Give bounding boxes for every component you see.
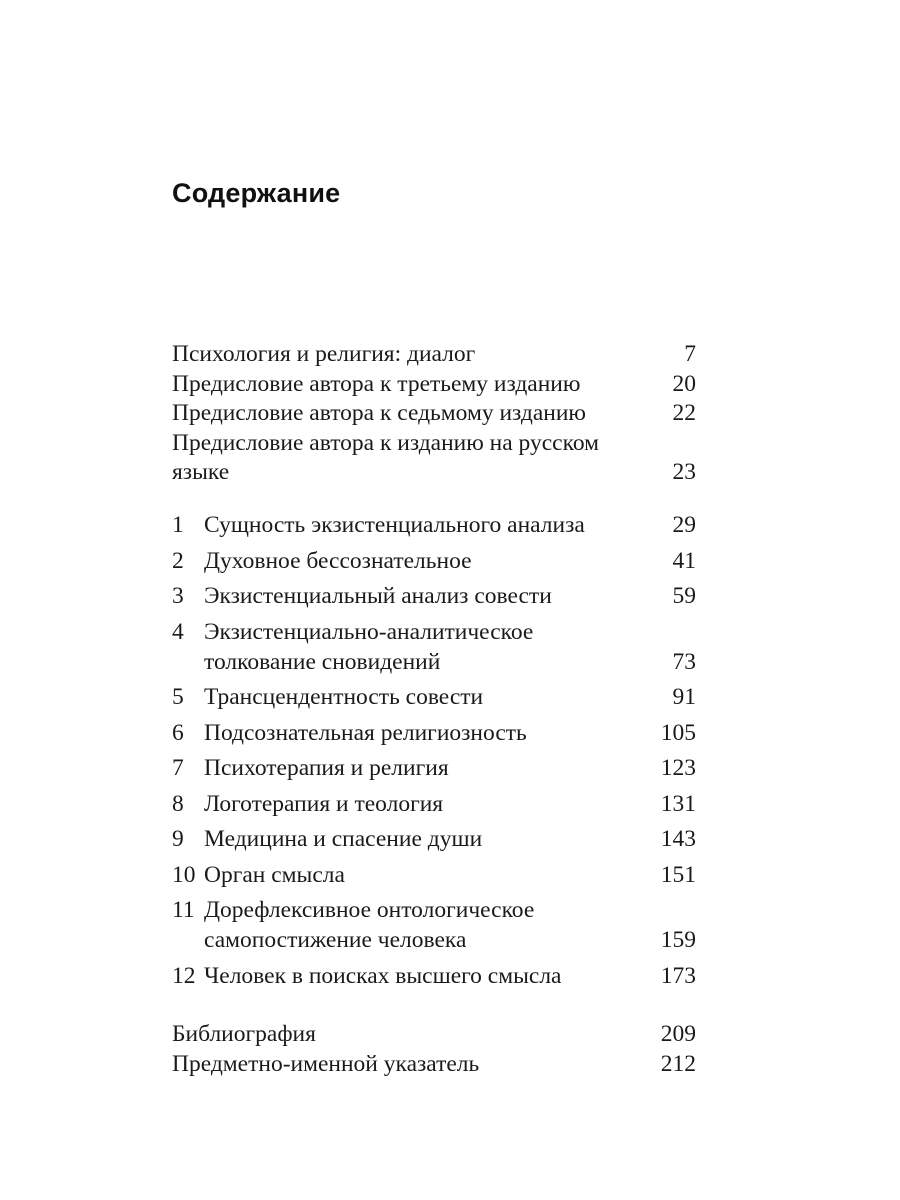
entry-title: Психотерапия и религия xyxy=(204,755,449,781)
page-number: 143 xyxy=(660,826,696,852)
toc-chapter-entry[interactable] xyxy=(172,617,696,677)
page-number: 209 xyxy=(660,1021,696,1047)
page-number: 131 xyxy=(660,790,696,817)
page-title: Содержание xyxy=(172,178,341,208)
page-number: 73 xyxy=(672,648,696,675)
toc-front-matter xyxy=(172,340,696,488)
entry-title: Экзистенциально-аналитическое xyxy=(204,618,534,645)
toc-entry[interactable] xyxy=(172,370,696,400)
entry-title: Дорефлексивное онтологическое xyxy=(204,897,535,923)
page-number: 173 xyxy=(660,962,696,989)
entry-title: самопостижение человека xyxy=(204,927,467,953)
chapter-number: 7 xyxy=(172,755,184,781)
toc-chapter-entry[interactable] xyxy=(172,895,696,955)
toc-entry[interactable] xyxy=(172,340,696,370)
page-number: 123 xyxy=(660,755,696,781)
chapter-number: 6 xyxy=(172,719,184,746)
entry-title: Предисловие автора к седьмому изданию xyxy=(172,400,586,426)
chapter-number: 11 xyxy=(172,897,195,923)
page-number: 159 xyxy=(660,927,696,953)
toc-chapter-entry[interactable] xyxy=(172,860,696,890)
chapter-number: 9 xyxy=(172,826,184,852)
entry-title: Трансцендентность совести xyxy=(204,684,484,710)
page-number: 59 xyxy=(672,583,696,609)
chapter-number: 2 xyxy=(172,547,184,574)
toc-chapter-entry[interactable] xyxy=(172,824,696,854)
toc-chapter-entry[interactable] xyxy=(172,961,696,991)
entry-title: Логотерапия и теология xyxy=(204,790,444,817)
chapter-number: 10 xyxy=(172,861,196,888)
page-number: 23 xyxy=(672,459,696,485)
chapter-number: 5 xyxy=(172,684,184,710)
page-number: 105 xyxy=(660,719,696,746)
chapter-number: 12 xyxy=(172,962,196,989)
page-number: 41 xyxy=(672,547,696,574)
page-number: 29 xyxy=(672,512,696,538)
entry-title: Библиография xyxy=(172,1021,316,1047)
page-number: 7 xyxy=(684,341,696,367)
entry-title: Предисловие автора к третьему изданию xyxy=(172,370,581,397)
page-number: 151 xyxy=(660,861,696,888)
toc-chapter-entry[interactable] xyxy=(172,789,696,819)
page-number: 22 xyxy=(672,400,696,426)
entry-title: толкование сновидений xyxy=(204,648,441,675)
chapter-number: 4 xyxy=(172,618,184,645)
toc-chapter-entry[interactable] xyxy=(172,753,696,783)
toc-chapter-entry[interactable] xyxy=(172,546,696,576)
toc-chapters xyxy=(172,510,696,996)
entry-title: Предметно-именной указатель xyxy=(172,1050,480,1077)
entry-title: Подсознательная религиозность xyxy=(204,719,527,746)
entry-title: Экзистенциальный анализ совести xyxy=(204,583,552,609)
toc-chapter-entry[interactable] xyxy=(172,718,696,748)
entry-title: Духовное бессознательное xyxy=(204,547,472,574)
entry-title: Орган смысла xyxy=(204,861,345,888)
toc-entry[interactable] xyxy=(172,1050,696,1080)
toc-entry[interactable] xyxy=(172,399,696,429)
entry-title: Психология и религия: диалог xyxy=(172,341,476,367)
entry-title: Предисловие автора к изданию на русском xyxy=(172,429,599,456)
chapter-number: 3 xyxy=(172,583,184,609)
entry-title: Человек в поисках высшего смысла xyxy=(204,962,562,989)
entry-title: языке xyxy=(172,459,230,485)
toc-chapter-entry[interactable] xyxy=(172,682,696,712)
toc-entry[interactable] xyxy=(172,429,696,488)
page-number: 212 xyxy=(660,1050,696,1077)
toc-chapter-entry[interactable] xyxy=(172,581,696,611)
entry-title: Медицина и спасение души xyxy=(204,826,483,852)
entry-title: Сущность экзистенциального анализа xyxy=(204,512,585,538)
chapter-number: 8 xyxy=(172,790,184,817)
toc-entry[interactable] xyxy=(172,1020,696,1050)
chapter-number: 1 xyxy=(172,512,184,538)
page-number: 91 xyxy=(672,684,696,710)
page-number: 20 xyxy=(672,370,696,397)
toc-back-matter xyxy=(172,1020,696,1079)
toc-chapter-entry[interactable] xyxy=(172,510,696,540)
